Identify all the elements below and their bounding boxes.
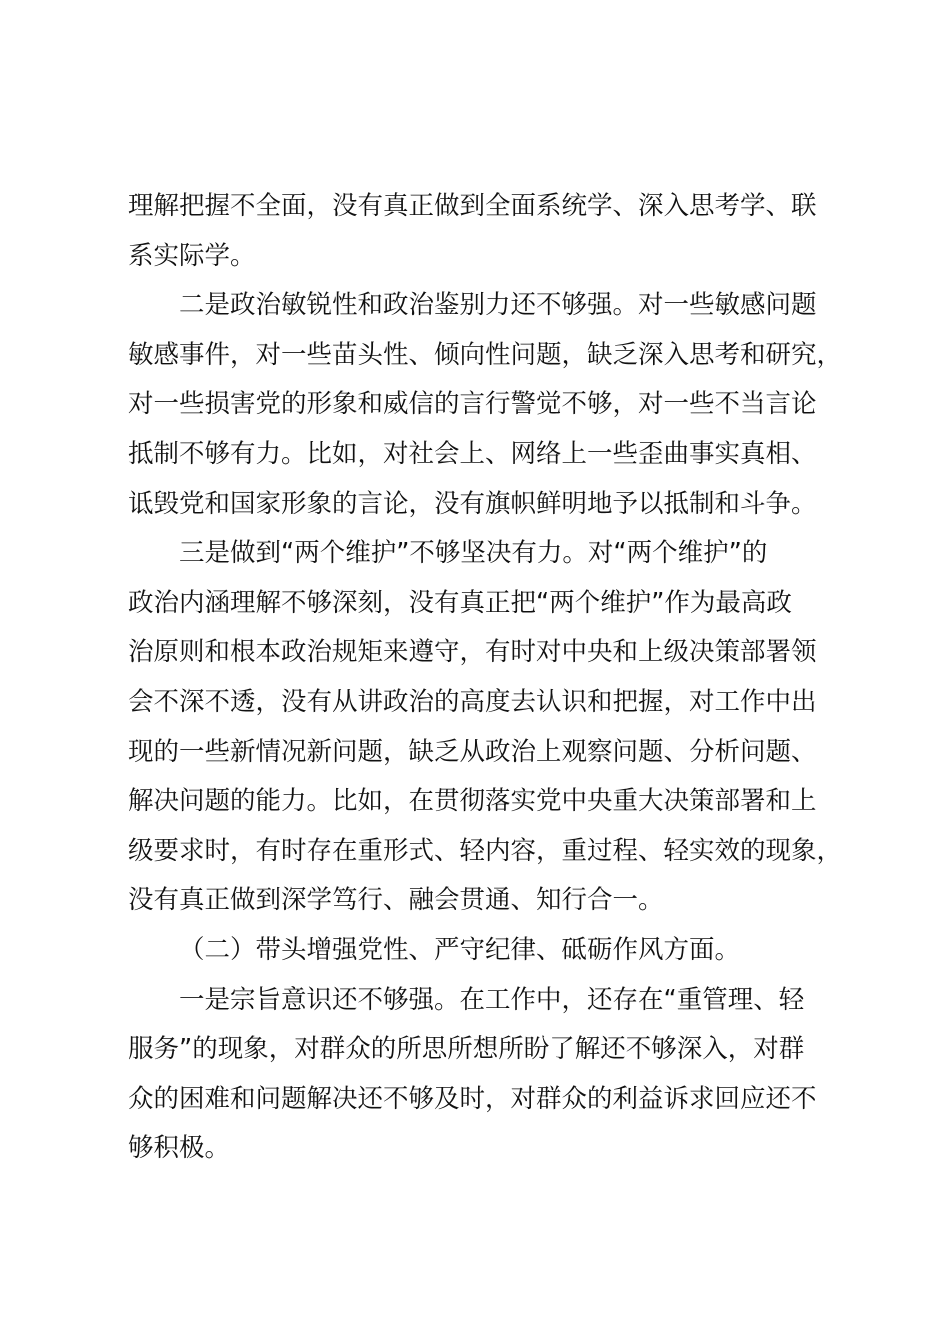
text-line: 解决问题的能力。比如，在贯彻落实党中央重大决策部署和上 [128,786,817,817]
text-line: 会不深不透，没有从讲政治的高度去认识和把握，对工作中出 [128,686,817,717]
text-line: 服务”的现象，对群众的所思所想所盼了解还不够深入，对群 [128,1034,805,1065]
text-line: 众的困难和问题解决还不够及时，对群众的利益诉求回应还不 [128,1083,817,1114]
text-line: 一是宗旨意识还不够强。在工作中，还存在“重管理、轻 [179,984,805,1015]
text-line: 治原则和根本政治规矩来遵守，有时对中央和上级决策部署领 [128,637,817,668]
text-line: 系实际学。 [128,240,256,271]
section-heading: （二）带头增强党性、严守纪律、砥砺作风方面。 [179,934,741,965]
text-line: 抵制不够有力。比如，对社会上、网络上一些歪曲事实真相、 [128,438,817,469]
text-line: 三是做到“两个维护”不够坚决有力。对“两个维护”的 [179,538,768,569]
text-line: 政治内涵理解不够深刻，没有真正把“两个维护”作为最高政 [128,587,792,618]
text-line: 敏感事件，对一些苗头性、倾向性问题，缺乏深入思考和研究， [128,339,843,370]
document-body [128,182,843,1174]
text-line: 理解把握不全面，没有真正做到全面系统学、深入思考学、联 [128,191,817,221]
text-line: 对一些损害党的形象和威信的言行警觉不够，对一些不当言论 [128,389,817,420]
text-line: 诋毁党和国家形象的言论，没有旗帜鲜明地予以抵制和斗争。 [128,488,817,519]
text-line: 二是政治敏锐性和政治鉴别力还不够强。对一些敏感问题 [179,290,817,321]
text-line: 够积极。 [128,1133,231,1164]
text-line: 级要求时，有时存在重形式、轻内容，重过程、轻实效的现象， [128,835,843,866]
text-line: 没有真正做到深学笃行、融会贯通、知行合一。 [128,885,664,916]
text-line: 现的一些新情况新问题，缺乏从政治上观察问题、分析问题、 [128,736,817,767]
